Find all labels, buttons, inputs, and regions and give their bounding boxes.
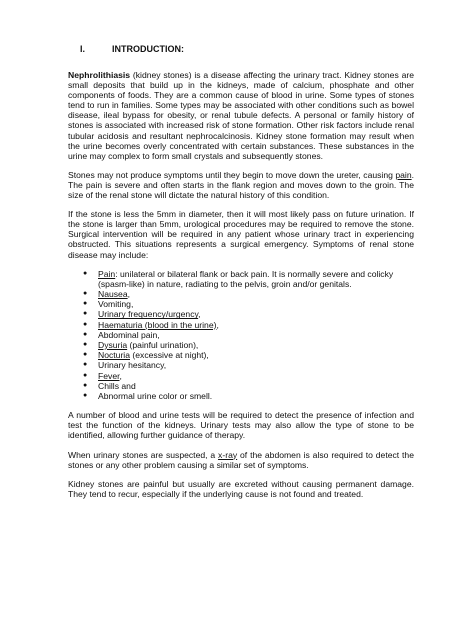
symptom-link[interactable]: Urinary frequency/urgency <box>98 309 199 320</box>
paragraph-text: of the abdomen is also required to detect the stones or any other problem causing a similar set of symptoms. <box>68 449 414 470</box>
imaging-paragraph <box>68 450 414 470</box>
symptom-text: , <box>127 289 131 299</box>
bullet-icon: ● <box>83 310 88 318</box>
symptom-text: Vomiting, <box>98 299 134 310</box>
symptom-link[interactable]: Nocturia <box>98 350 130 361</box>
paragraph-text: . The pain is severe and often starts in the flank region and moves down to the groin. The size of the renal stone will dictate the natural history of this condition. <box>68 169 414 201</box>
symptom-item <box>83 391 414 402</box>
symptom-link[interactable]: Pain <box>98 268 116 279</box>
prognosis-paragraph <box>68 479 414 499</box>
symptom-text: (excessive at night), <box>130 350 209 361</box>
symptom-text: , <box>216 319 219 330</box>
symptom-item <box>83 360 414 371</box>
symptom-link[interactable]: Haematuria (blood in the urine) <box>98 319 217 330</box>
symptom-item <box>83 268 414 289</box>
paragraph-text: Stones may not produce symptoms until they begin to move down the ureter, causing <box>68 169 396 180</box>
bullet-icon: ● <box>83 381 88 389</box>
bullet-icon: ● <box>83 320 88 328</box>
section-heading <box>80 44 414 54</box>
stone-size-paragraph <box>68 209 414 259</box>
paragraph-text: A number of blood and urine tests will be required to detect the presence of infection and test the function of the kidneys. Urinary tests may also allow the type of stone to be identified, allowing further guidance of therapy. <box>68 410 414 441</box>
paragraph-text: Kidney stones are painful but usually are excreted without causing permanent damage. They tend to recur, especially if the underlying cause is not found and treated. <box>68 478 414 499</box>
bullet-icon: ● <box>83 371 88 379</box>
bullet-icon: ● <box>83 269 88 277</box>
symptom-item <box>83 340 414 351</box>
tests-paragraph <box>68 410 414 440</box>
bullet-icon: ● <box>83 290 88 297</box>
bullet-icon: ● <box>83 341 88 349</box>
symptom-text: , <box>119 370 122 381</box>
bullet-icon: ● <box>83 361 88 369</box>
symptom-text: , <box>198 309 201 320</box>
paragraph-text: If the stone is less the 5mm in diameter, then it will most likely pass on future urination. If the stone is larger than 5mm, urological procedures may be required to remove the stone. Surgical intervention will be required in any patient whose urinary tract in experiencing obstructed. This situations represents a surgical emergency. Symptoms of renal stone disease may include: <box>68 209 414 260</box>
intro-text: (kidney stones) is a disease affecting the urinary tract. Kidney stones are small deposits that build up in the kidneys, made of calcium, phosphate and other components of foods. They are a common cause of blood in urine. Some types of stones tend to run in families. Some types may be associated with other conditions such as bowel disease, ileal bypass for obesity, or renal tubule defects. A personal or family history of stones is associated with increased risk of stone formation. Other risk factors include renal tubular acidosis and resultant nephrocalcinosis. Kidney stone formation may result when the urine becomes overly concentrated with certain substances. These substances in the urine may complex to form small crystals and subsequently stones. <box>68 70 414 161</box>
x-ray-link[interactable]: x-ray <box>218 449 238 460</box>
symptom-text: Urinary hesitancy, <box>98 360 167 371</box>
symptom-item <box>83 299 414 310</box>
symptom-item <box>83 380 414 391</box>
bullet-icon: ● <box>83 392 88 400</box>
bullet-icon: ● <box>83 300 88 308</box>
section-number: I. <box>80 44 86 54</box>
bullet-icon: ● <box>83 330 88 338</box>
symptom-text: (painful urination), <box>127 340 199 351</box>
lead-term: Nephrolithiasis <box>68 70 131 80</box>
symptom-item <box>83 309 414 320</box>
symptom-item <box>83 289 414 299</box>
symptom-item <box>83 350 414 361</box>
symptom-item <box>83 319 414 330</box>
symptom-link[interactable]: Dysuria <box>98 340 128 351</box>
symptom-link[interactable]: Nausea <box>98 289 128 299</box>
pain-link[interactable]: pain <box>395 169 412 180</box>
intro-paragraph <box>68 70 414 161</box>
section-title: INTRODUCTION: <box>112 44 184 54</box>
symptom-list <box>68 269 414 402</box>
symptom-onset-paragraph <box>68 170 414 200</box>
symptom-link[interactable]: Fever <box>98 370 120 381</box>
symptom-text: : unilateral or bilateral flank or back pain. It is normally severe and colicky (spasm-like) in nature, radiating to the pelvis, groin and/or genitals. <box>98 268 394 289</box>
symptom-text: Abnormal urine color or smell. <box>98 391 213 402</box>
symptom-item <box>83 370 414 381</box>
symptom-item <box>83 329 414 340</box>
paragraph-text: When urinary stones are suspected, a <box>68 449 219 460</box>
bullet-icon: ● <box>83 351 88 359</box>
symptom-text: Abdominal pain, <box>98 329 160 340</box>
symptom-text: Chills and <box>98 380 136 391</box>
